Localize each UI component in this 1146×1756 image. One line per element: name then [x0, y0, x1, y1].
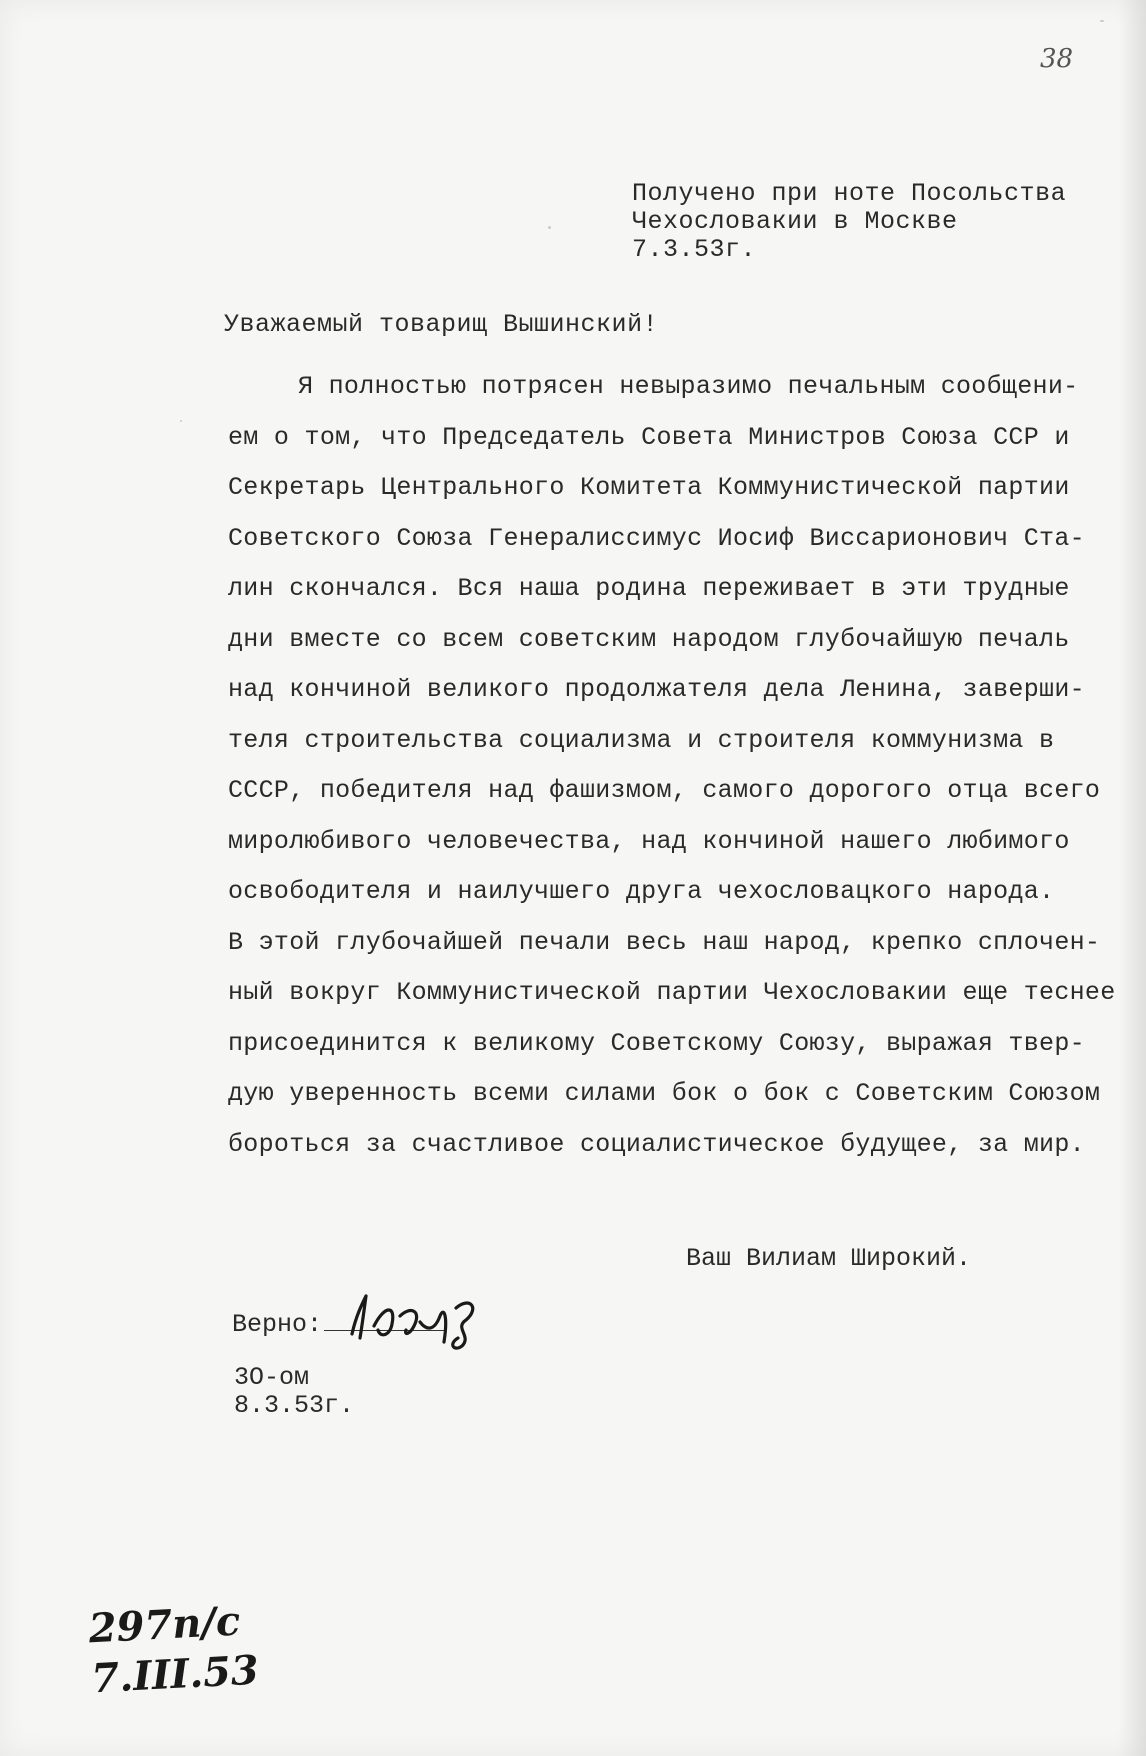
department-mark — [234, 1364, 354, 1420]
page-number: 38 — [1040, 44, 1074, 74]
handwritten-line: 7.III.53 — [90, 1646, 260, 1703]
handwritten-registration — [87, 1596, 259, 1705]
body-line: бороться за счастливое социалистическое будущее, за мир. — [228, 1129, 1085, 1159]
body-line: Секретарь Центрального Комитета Коммунистической партии — [228, 473, 1070, 502]
closing-signature: Ваш Вилиам Широкий. — [686, 1244, 972, 1273]
page-edge-shadow — [1118, 0, 1146, 1756]
body-line: лин скончался. Вся наша родина переживает в эти трудные — [228, 574, 1070, 603]
dept-line: 8.3.53г. — [234, 1391, 355, 1420]
salutation: Уважаемый товарищ Вышинский! — [224, 310, 659, 339]
letter-body — [228, 362, 1116, 1170]
received-note-line: Получено при ноте Посольства — [632, 179, 1067, 208]
received-note-line: 7.3.53г. — [632, 235, 757, 264]
body-line: присоединится к великому Советскому Союзу, выражая твер- — [228, 1028, 1085, 1058]
body-line: освободителя и наилучшего друга чехословацкого народа. — [228, 877, 1055, 906]
body-line: Я полностью потрясен невыразимо печальным сообщени- — [298, 372, 1079, 401]
handwritten-signature — [344, 1286, 494, 1356]
body-line: ем о том, что Председатель Совета Министров Союза ССР и — [228, 422, 1070, 452]
body-line: В этой глубочайшей печали весь наш народ, крепко сплочен- — [228, 927, 1101, 957]
handwritten-line: 297п/с — [87, 1597, 242, 1653]
body-line: СССР, победителя над фашизмом, самого дорогого отца всего — [228, 776, 1101, 805]
body-line: дую уверенность всеми силами бок о бок с Советским Союзом — [228, 1079, 1101, 1108]
certify-label: Верно: — [232, 1310, 323, 1339]
received-note-line: Чехословакии в Москве — [632, 207, 958, 236]
body-line: Советского Союза Генералиссимус Иосиф Виссарионович Ста- — [228, 523, 1085, 553]
body-line: миролюбивого человечества, над кончиной нашего любимого — [228, 826, 1070, 856]
dept-line: 3О-ом — [234, 1363, 310, 1392]
body-line: над кончиной великого продолжателя дела Ленина, заверши- — [228, 675, 1085, 704]
paper-speck — [548, 226, 551, 229]
paper-speck — [1100, 20, 1104, 22]
body-line: ный вокруг Коммунистической партии Чехословакии еще теснее — [228, 978, 1116, 1007]
body-line: теля строительства социализма и строителя коммунизма в — [228, 725, 1055, 755]
received-note — [632, 180, 1066, 264]
body-line: дни вместе со всем советским народом глубочайшую печаль — [228, 624, 1070, 654]
paper-speck — [180, 420, 182, 422]
